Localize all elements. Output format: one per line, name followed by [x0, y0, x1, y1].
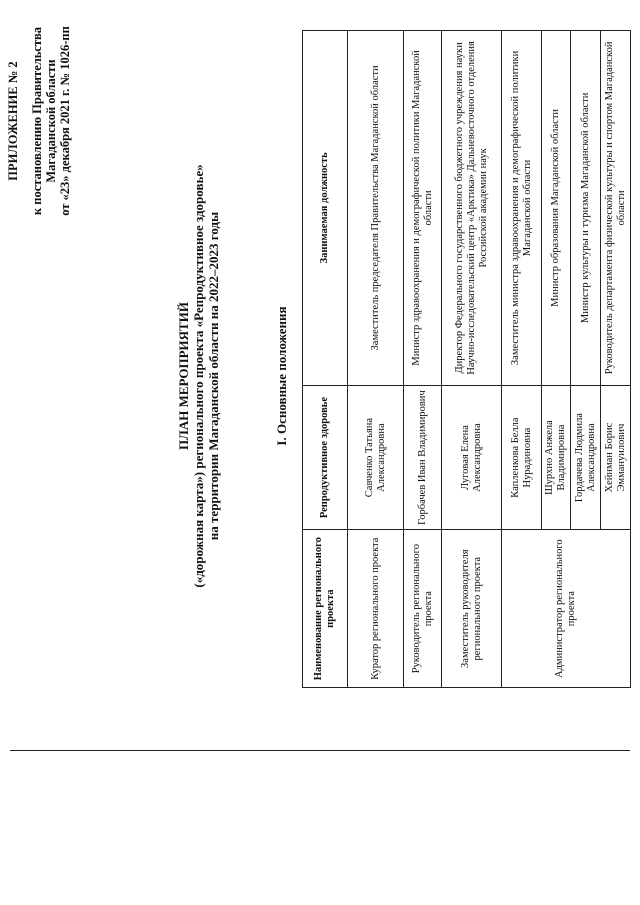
name-cell: Гордачева Людмила Александровна — [571, 385, 601, 530]
appendix-line2: Магаданской области — [44, 59, 58, 183]
role-cell: Куратор регионального проекта — [348, 530, 404, 688]
role-cell: Руководитель регионального проекта — [404, 530, 442, 688]
col-header-position: Занимаемая должность — [303, 31, 348, 386]
position-cell: Заместитель министра здравоохранения и демографической политики Магаданской области — [502, 31, 542, 386]
name-cell: Савченко Татьяна Александровна — [348, 385, 404, 530]
position-cell: Заместитель председателя Правительства Магаданской области — [348, 31, 404, 386]
table-row — [404, 31, 442, 688]
table-row — [442, 31, 502, 688]
name-cell: Горбачев Иван Владимирович — [404, 385, 442, 530]
title-line3: на территории Магаданской области на 2022–2023 годы — [206, 211, 221, 541]
appendix-line1: к постановлению Правительства — [30, 26, 44, 216]
page-divider-line — [10, 750, 630, 751]
position-cell: Руководитель департамента физической культуры и спортом Магаданской области — [601, 31, 631, 386]
table-header-row — [303, 31, 348, 688]
col-header-project: Наименование регионального проекта — [303, 530, 348, 688]
role-cell: Заместитель руководителя регионального проекта — [442, 530, 502, 688]
role-cell: Администратор регионального проекта — [502, 530, 631, 688]
position-cell: Министр образования Магаданской области — [542, 31, 571, 386]
table-row — [348, 31, 404, 688]
position-cell: Министр культуры и туризма Магаданской области — [571, 31, 601, 386]
appendix-line3: от «23» декабря 2021 г. № 1026-пп — [58, 26, 72, 216]
section-heading: I. Основные положения — [274, 306, 289, 446]
position-cell: Директор Федерального государственного бюджетного учреждения науки Научно-исследовательский центр «Арктика» Дальневосточного отделения Российской академии наук — [442, 31, 502, 386]
appendix-number: ПРИЛОЖЕНИЕ № 2 — [6, 61, 20, 181]
name-cell: Капленкова Белла Нурадиновна — [502, 385, 542, 530]
document-title — [176, 106, 221, 646]
name-cell: Луговая Елена Александровна — [442, 385, 502, 530]
position-cell: Министр здравоохранения и демографической политики Магаданской области — [404, 31, 442, 386]
name-cell: Шурхно Анжела Владимировна — [542, 385, 571, 530]
title-line2: («дорожная карта») регионального проекта «Репродуктивное здоровье» — [191, 164, 206, 588]
project-table — [302, 30, 631, 688]
rotated-page — [4, 6, 634, 706]
title-line1: ПЛАН МЕРОПРИЯТИЙ — [176, 302, 191, 450]
col-header-name: Репродуктивное здоровье — [303, 385, 348, 530]
table-row — [502, 31, 542, 688]
appendix-header — [6, 12, 72, 230]
name-cell: Хейнман Борис Эммануилович — [601, 385, 631, 530]
